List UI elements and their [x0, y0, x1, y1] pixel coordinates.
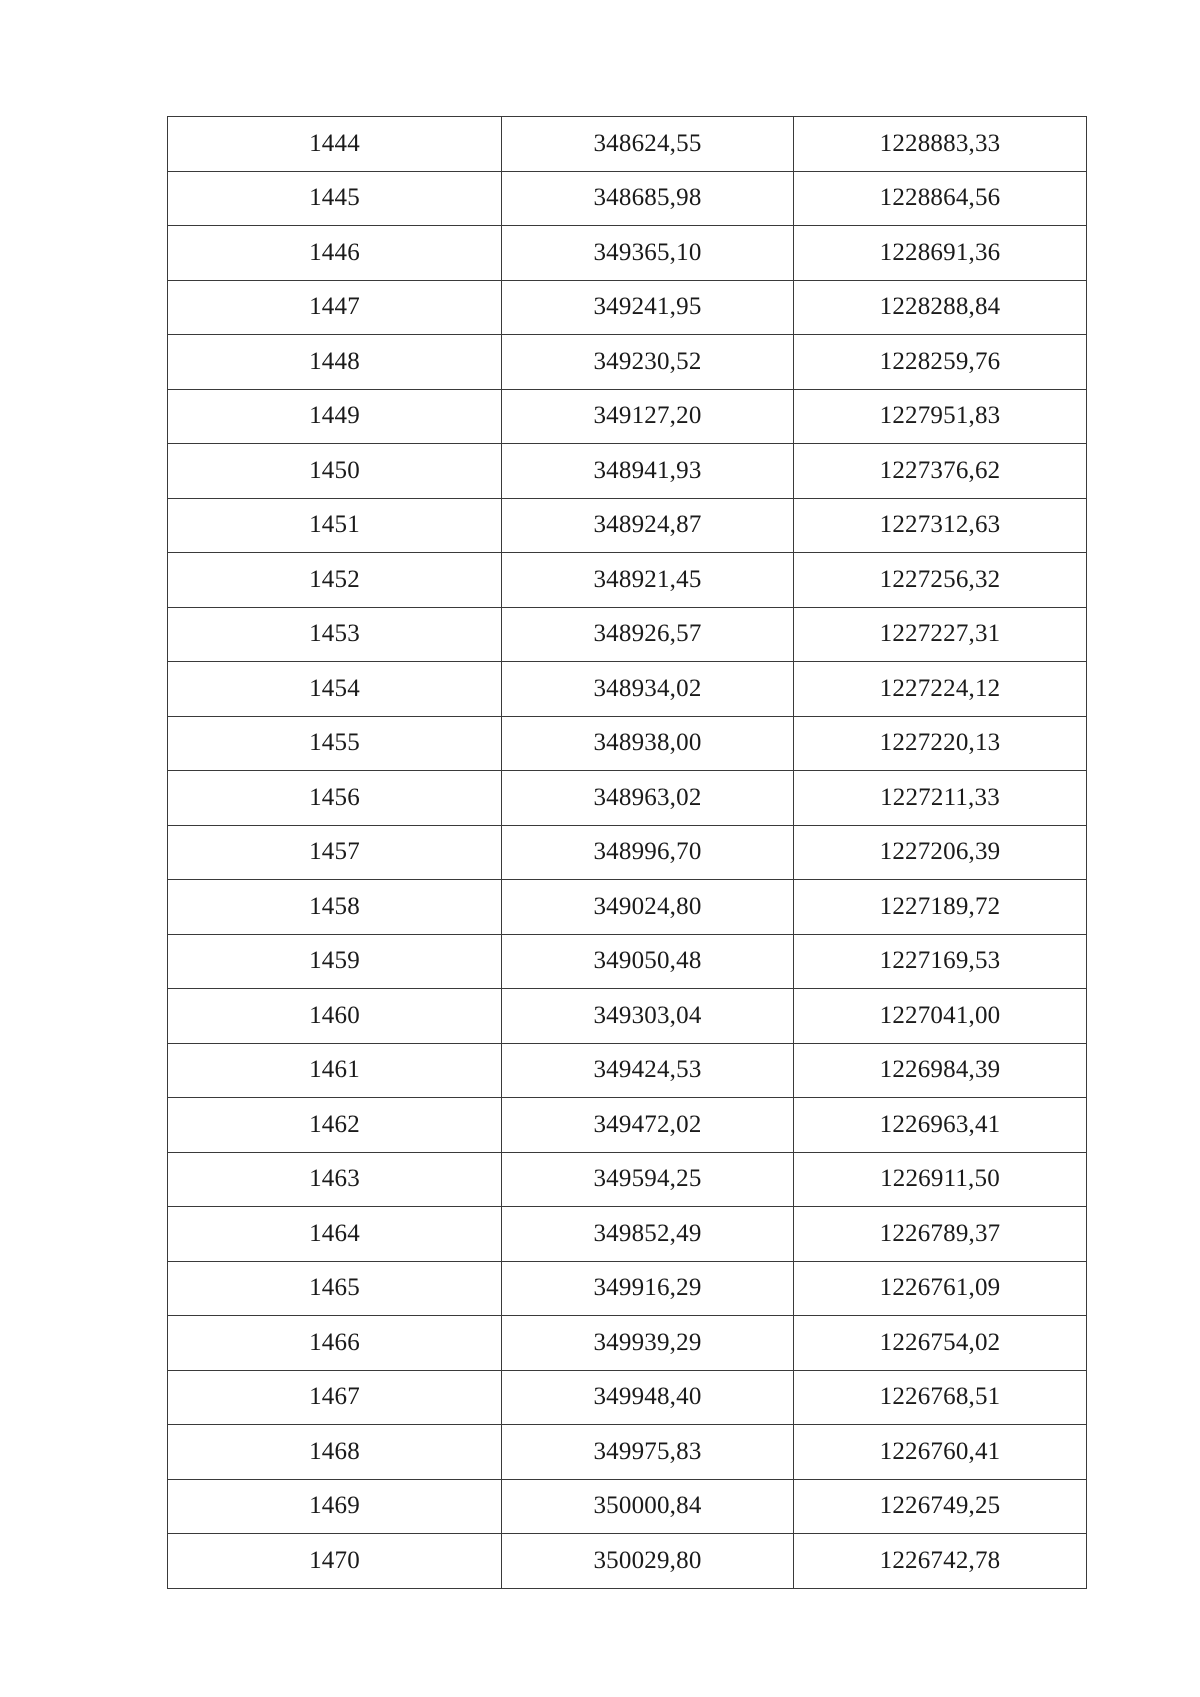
table-row — [168, 280, 1087, 335]
table-row — [168, 880, 1087, 935]
y-coordinate-cell: 1228259,76 — [794, 335, 1087, 390]
y-coordinate-cell: 1228883,33 — [794, 117, 1087, 172]
x-coordinate-cell: 350000,84 — [502, 1479, 794, 1534]
y-coordinate-cell: 1227206,39 — [794, 825, 1087, 880]
table-row — [168, 607, 1087, 662]
point-number-cell: 1469 — [168, 1479, 502, 1534]
point-number-cell: 1459 — [168, 934, 502, 989]
x-coordinate-cell: 348941,93 — [502, 444, 794, 499]
y-coordinate-cell: 1226911,50 — [794, 1152, 1087, 1207]
y-coordinate-cell: 1227227,31 — [794, 607, 1087, 662]
x-coordinate-cell: 348934,02 — [502, 662, 794, 717]
x-coordinate-cell: 348685,98 — [502, 171, 794, 226]
point-number-cell: 1449 — [168, 389, 502, 444]
x-coordinate-cell: 349939,29 — [502, 1316, 794, 1371]
y-coordinate-cell: 1227211,33 — [794, 771, 1087, 826]
point-number-cell: 1450 — [168, 444, 502, 499]
y-coordinate-cell: 1227169,53 — [794, 934, 1087, 989]
table-row — [168, 1098, 1087, 1153]
coordinates-table-body — [168, 117, 1087, 1589]
table-row — [168, 1316, 1087, 1371]
x-coordinate-cell: 349241,95 — [502, 280, 794, 335]
x-coordinate-cell: 349472,02 — [502, 1098, 794, 1153]
point-number-cell: 1462 — [168, 1098, 502, 1153]
table-row — [168, 1152, 1087, 1207]
table-row — [168, 1534, 1087, 1589]
point-number-cell: 1467 — [168, 1370, 502, 1425]
x-coordinate-cell: 350029,80 — [502, 1534, 794, 1589]
table-row — [168, 498, 1087, 553]
table-row — [168, 662, 1087, 717]
y-coordinate-cell: 1227951,83 — [794, 389, 1087, 444]
point-number-cell: 1463 — [168, 1152, 502, 1207]
point-number-cell: 1455 — [168, 716, 502, 771]
x-coordinate-cell: 349230,52 — [502, 335, 794, 390]
table-row — [168, 989, 1087, 1044]
x-coordinate-cell: 349303,04 — [502, 989, 794, 1044]
point-number-cell: 1446 — [168, 226, 502, 281]
x-coordinate-cell: 349916,29 — [502, 1261, 794, 1316]
point-number-cell: 1458 — [168, 880, 502, 935]
y-coordinate-cell: 1227041,00 — [794, 989, 1087, 1044]
point-number-cell: 1464 — [168, 1207, 502, 1262]
table-row — [168, 117, 1087, 172]
point-number-cell: 1454 — [168, 662, 502, 717]
x-coordinate-cell: 348921,45 — [502, 553, 794, 608]
y-coordinate-cell: 1227220,13 — [794, 716, 1087, 771]
table-row — [168, 1207, 1087, 1262]
table-row — [168, 825, 1087, 880]
y-coordinate-cell: 1226749,25 — [794, 1479, 1087, 1534]
y-coordinate-cell: 1228288,84 — [794, 280, 1087, 335]
x-coordinate-cell: 349948,40 — [502, 1370, 794, 1425]
coordinates-table — [167, 116, 1087, 1589]
table-row — [168, 444, 1087, 499]
point-number-cell: 1451 — [168, 498, 502, 553]
x-coordinate-cell: 349024,80 — [502, 880, 794, 935]
x-coordinate-cell: 349127,20 — [502, 389, 794, 444]
y-coordinate-cell: 1228691,36 — [794, 226, 1087, 281]
y-coordinate-cell: 1226963,41 — [794, 1098, 1087, 1153]
point-number-cell: 1448 — [168, 335, 502, 390]
x-coordinate-cell: 349594,25 — [502, 1152, 794, 1207]
y-coordinate-cell: 1226754,02 — [794, 1316, 1087, 1371]
x-coordinate-cell: 348926,57 — [502, 607, 794, 662]
table-row — [168, 771, 1087, 826]
point-number-cell: 1470 — [168, 1534, 502, 1589]
x-coordinate-cell: 349050,48 — [502, 934, 794, 989]
table-row — [168, 226, 1087, 281]
y-coordinate-cell: 1226742,78 — [794, 1534, 1087, 1589]
y-coordinate-cell: 1228864,56 — [794, 171, 1087, 226]
point-number-cell: 1452 — [168, 553, 502, 608]
y-coordinate-cell: 1226768,51 — [794, 1370, 1087, 1425]
point-number-cell: 1465 — [168, 1261, 502, 1316]
table-row — [168, 1479, 1087, 1534]
point-number-cell: 1468 — [168, 1425, 502, 1480]
table-row — [168, 1425, 1087, 1480]
table-row — [168, 716, 1087, 771]
y-coordinate-cell: 1227312,63 — [794, 498, 1087, 553]
point-number-cell: 1466 — [168, 1316, 502, 1371]
y-coordinate-cell: 1227376,62 — [794, 444, 1087, 499]
x-coordinate-cell: 349365,10 — [502, 226, 794, 281]
point-number-cell: 1447 — [168, 280, 502, 335]
table-row — [168, 335, 1087, 390]
point-number-cell: 1460 — [168, 989, 502, 1044]
point-number-cell: 1444 — [168, 117, 502, 172]
table-row — [168, 171, 1087, 226]
x-coordinate-cell: 349424,53 — [502, 1043, 794, 1098]
y-coordinate-cell: 1226984,39 — [794, 1043, 1087, 1098]
x-coordinate-cell: 349975,83 — [502, 1425, 794, 1480]
table-row — [168, 1370, 1087, 1425]
x-coordinate-cell: 348963,02 — [502, 771, 794, 826]
point-number-cell: 1445 — [168, 171, 502, 226]
y-coordinate-cell: 1227256,32 — [794, 553, 1087, 608]
point-number-cell: 1461 — [168, 1043, 502, 1098]
table-row — [168, 1261, 1087, 1316]
point-number-cell: 1453 — [168, 607, 502, 662]
x-coordinate-cell: 348924,87 — [502, 498, 794, 553]
point-number-cell: 1457 — [168, 825, 502, 880]
table-row — [168, 934, 1087, 989]
y-coordinate-cell: 1226761,09 — [794, 1261, 1087, 1316]
y-coordinate-cell: 1226760,41 — [794, 1425, 1087, 1480]
y-coordinate-cell: 1226789,37 — [794, 1207, 1087, 1262]
x-coordinate-cell: 348938,00 — [502, 716, 794, 771]
x-coordinate-cell: 348996,70 — [502, 825, 794, 880]
y-coordinate-cell: 1227224,12 — [794, 662, 1087, 717]
table-row — [168, 553, 1087, 608]
y-coordinate-cell: 1227189,72 — [794, 880, 1087, 935]
table-row — [168, 1043, 1087, 1098]
x-coordinate-cell: 348624,55 — [502, 117, 794, 172]
table-row — [168, 389, 1087, 444]
point-number-cell: 1456 — [168, 771, 502, 826]
x-coordinate-cell: 349852,49 — [502, 1207, 794, 1262]
